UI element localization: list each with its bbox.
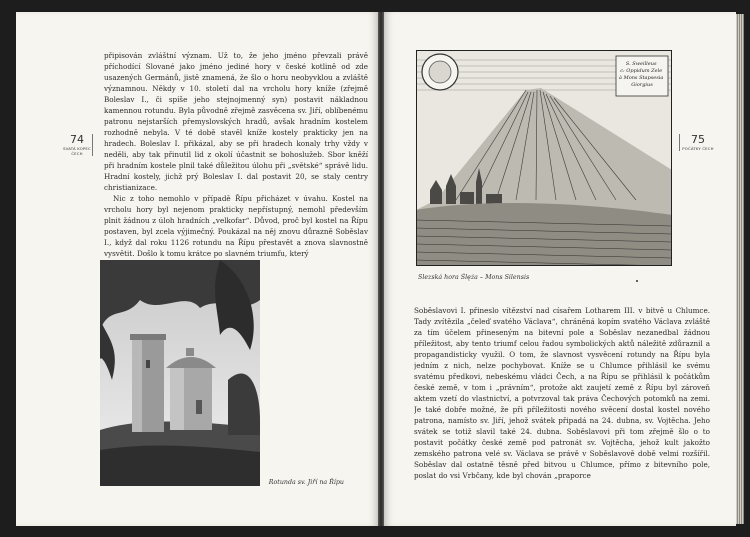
right-running-head: POČÁTKY ČECH — [682, 146, 714, 151]
left-paragraph-1: připisován zvláštní význam. Už to, že jeho jméno převzali právě příchodící Slované jako jméno jediné hory v české kotlině od zde usazených Germánů, jistě znamená, že šlo o horu neobyvklou a zvláště významnou. Někdy v 10. století dal na vrcholu hory kníže (zřejmě Boleslav I., či spíše jeho stejnojmenný syn) postavit nákladnou kamennou rotundu. Byla původně zřejmě zasvěcena sv. Jiří, oblíbenému patronu nejstarších přemyslovských hradů, avšak hradním kostelem rozhodně nebyla. V té době stavěl kníže kostely prakticky jen na hradech. Boleslav I. přikázal, aby se při hradech konaly trhy vždy v neděli, aby tak přinutil lid z okolí účastnit se bohoslužeb. Sbor kněží při hradním kostele plnil také důležitou úlohu při „světské“ správě lidu. Hradní kostely, jichž prý Boleslav I. dal postavit 20, se staly centry christianizace. — [104, 51, 368, 192]
rotunda-photo — [100, 260, 260, 486]
left-page — [16, 12, 378, 526]
slezska-hora-engraving — [416, 50, 672, 266]
page-edges — [736, 14, 744, 524]
engraving-caption: Slezská hora Ślęża – Mons Silensis — [418, 274, 530, 281]
right-page-number-block — [679, 134, 716, 151]
rotunda-photo-caption: Rotunda sv. Jiří na Řípu — [268, 479, 344, 486]
right-page-number: 75 — [691, 133, 705, 146]
rotunda-photo-image — [100, 260, 260, 486]
left-running-head: SVATÁ KOPEC ČECH — [63, 146, 91, 156]
left-paragraph-2: Nic z toho nemohlo v případě Řípu přicházet v úvahu. Kostel na vrcholu hory byl nejenom prakticky nepřístupný, nemohl především plnit žádnou z úloh hradních „velkofar“. Důvod, proč byl kostel na Řípu postaven, byl zcela výjimečný. Poukázal na něj znovu důrazně Soběslav I., když dal roku 1126 rotundu na Řípu přestavět a znova slavnostně vysvětit. Došlo k tomu krátce po slavném triumfu, který — [104, 194, 368, 258]
left-page-number-block — [62, 134, 93, 156]
left-page-number: 74 — [70, 133, 84, 146]
left-body-text — [104, 50, 368, 272]
right-body-text — [414, 305, 710, 525]
right-paragraph-1: Soběslavovi I. přineslo vítězství nad císařem Lotharem III. v bitvě u Chlumce. Tady zvítězila „čeleď svatého Václava“, chráněná kopím svatého Václava zvláště za tím účelem přineseným na bitevní pole a Soběslav nezanedbal žádnou příležitost, aby tento triumf celou řadou symbolických aktů náležitě zdůraznil a propagandisticky využil. O tom, že slavnost vysvěcení rotundy na Řípu byla jedním z nich, nelze pochybovat. Kníže se u Chlumce přihlásil ke svému svatému předkovi, nebeskému vládci Čech, a na Řípu se přihlásil k počátkům české země, v tom i „právním“, protože akt zaujetí země z Řípu byl zároveň aktem vzetí do vlastnictví, a potvrzoval tak práva Čechových potomků na zemi. Je také dobře možné, že při příležitosti nového svěcení dostal kostel nového patrona, namísto sv. Jiří, jehož svátek připadá na 24. dubna, sv. Vojtěcha. Jeho svátek se totiž slavil také 24. dubna. Soběslavovi při tom zřejmě šlo o to postavit počátky české země pod patronát sv. Vojtěcha, jehož kult jakožto zemského patrona velé sv. Václava se právě v Soběslavově době velmi rozšířil. Soběslav dal ostatně těsně před bitvou u Chlumce, přímo z bitevního pole, poslat do vsi Vrbčany, kde byl chován „praporce — [414, 306, 710, 480]
print-mark — [636, 280, 638, 282]
engraving-image — [416, 50, 672, 266]
right-page — [384, 12, 736, 526]
engraving-inscription: S. Sweilleus c: Oppidum Zele à Mons Stapsesia Giorgius — [619, 61, 664, 88]
